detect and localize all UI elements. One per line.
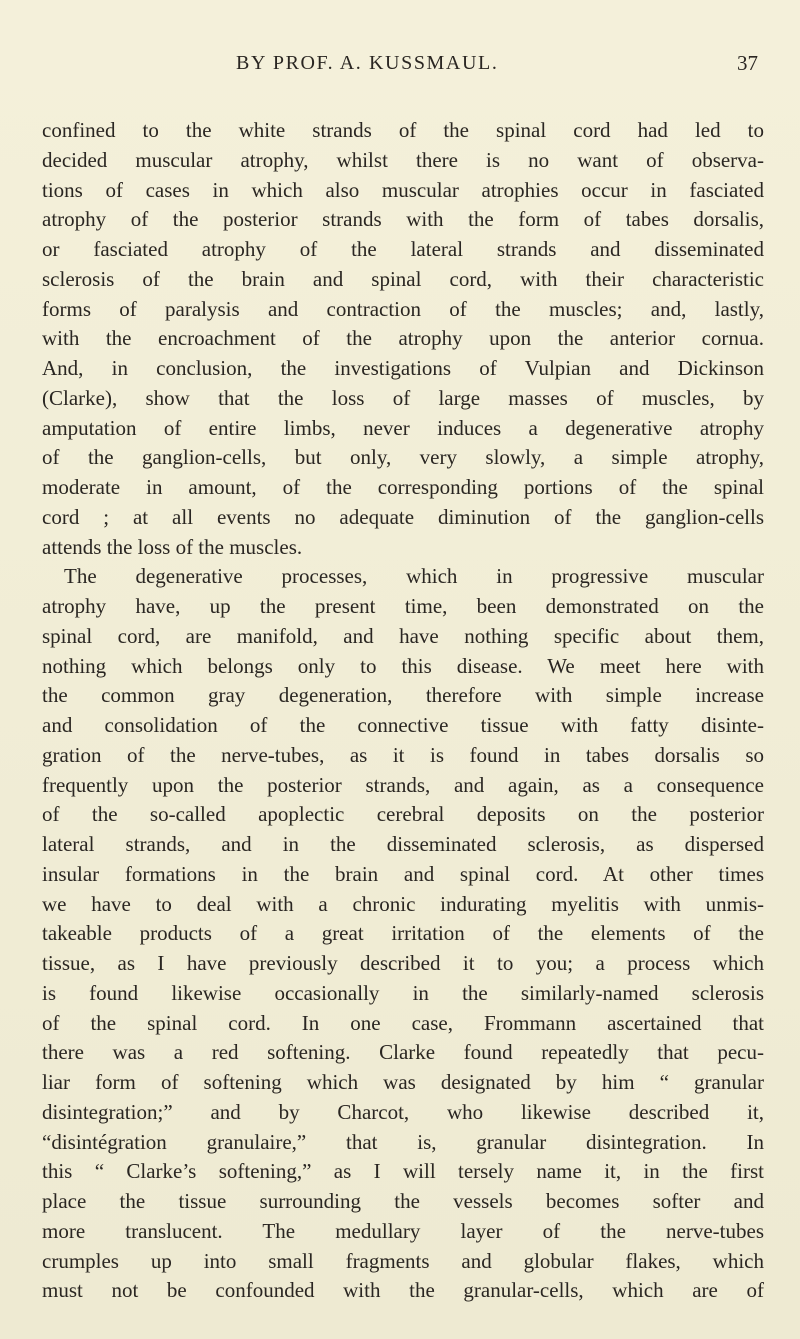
text-line: nothing which belongs only to this disease. We meet here with — [42, 653, 764, 678]
text-line: gration of the nerve-tubes, as it is found in tabes dorsalis so — [42, 742, 764, 767]
page-number: 37 — [737, 51, 758, 75]
text-line: crumples up into small fragments and globular flakes, which — [42, 1248, 764, 1273]
text-line: of the so-called apoplectic cerebral deposits on the posterior — [42, 802, 764, 827]
text-line: “disintégration granulaire,” that is, granular disintegration. In — [42, 1129, 764, 1154]
text-line: takeable products of a great irritation of the elements of the — [42, 921, 764, 946]
text-line: place the tissue surrounding the vessels becomes softer and — [42, 1189, 764, 1213]
text-line: is found likewise occasionally in the similarly-named sclerosis — [42, 980, 764, 1005]
text-line: spinal cord, are manifold, and have nothing specific about them, — [42, 623, 764, 648]
text-line: lateral strands, and in the disseminated sclerosis, as dispersed — [42, 832, 764, 856]
text-line: tissue, as I have previously described it to you; a process which — [42, 951, 764, 975]
running-title: BY PROF. A. KUSSMAUL. — [236, 52, 499, 74]
text-line: there was a red softening. Clarke found repeatedly that pecu- — [42, 1040, 764, 1065]
text-line: cord ; at all events no adequate diminution of the ganglion-cells — [42, 504, 764, 529]
text-line: insular formations in the brain and spinal cord. At other times — [42, 861, 764, 886]
text-line: of the spinal cord. In one case, Frommann ascertained that — [42, 1010, 764, 1035]
text-line: amputation of entire limbs, never induces a degenerative atrophy — [42, 415, 764, 440]
running-head — [236, 46, 760, 80]
text-line: confined to the white strands of the spinal cord had led to — [42, 118, 764, 142]
text-line: this “ Clarke’s softening,” as I will tersely name it, in the first — [42, 1159, 764, 1184]
text-line: forms of paralysis and contraction of the muscles; and, lastly, — [42, 296, 764, 321]
text-line: atrophy have, up the present time, been demonstrated on the — [42, 594, 764, 618]
text-line: (Clarke), show that the loss of large masses of muscles, by — [42, 385, 764, 410]
body-text — [42, 116, 764, 1306]
text-line: or fasciated atrophy of the lateral strands and disseminated — [42, 237, 764, 261]
paragraph-end-line: attends the loss of the muscles. — [42, 534, 303, 559]
text-line: decided muscular atrophy, whilst there is no want of observa- — [42, 147, 764, 172]
text-line: atrophy of the posterior strands with the form of tabes dorsalis, — [42, 207, 764, 232]
text-line: must not be confounded with the granular-cells, which are of — [42, 1278, 764, 1303]
text-line: disintegration;” and by Charcot, who likewise described it, — [42, 1099, 764, 1124]
text-line: with the encroachment of the atrophy upon the anterior cornua. — [42, 326, 764, 351]
text-line: sclerosis of the brain and spinal cord, with their characteristic — [42, 266, 764, 291]
text-line: tions of cases in which also muscular atrophies occur in fasciated — [42, 177, 764, 202]
text-line: and consolidation of the connective tissue with fatty disinte- — [42, 713, 764, 737]
text-line: frequently upon the posterior strands, and again, as a consequence — [42, 772, 764, 797]
paragraph-first-line: The degenerative processes, which in progressive muscular — [64, 564, 764, 589]
text-line: we have to deal with a chronic indurating myelitis with unmis- — [42, 891, 764, 916]
text-line: And, in conclusion, the investigations of Vulpian and Dickinson — [42, 356, 764, 380]
text-line: liar form of softening which was designated by him “ granular — [42, 1070, 764, 1094]
text-line: moderate in amount, of the corresponding portions of the spinal — [42, 475, 764, 499]
text-line: of the ganglion-cells, but only, very slowly, a simple atrophy, — [42, 445, 764, 470]
text-line: more translucent. The medullary layer of the nerve-tubes — [42, 1218, 764, 1243]
text-line: the common gray degeneration, therefore with simple increase — [42, 683, 764, 708]
